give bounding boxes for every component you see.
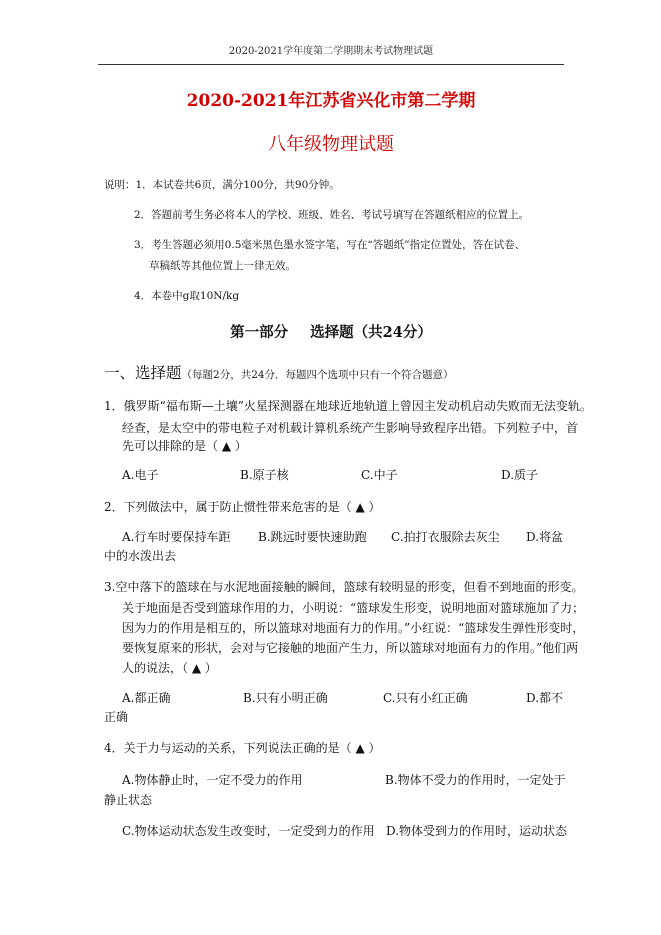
- q4-option-b-cont: 静止状态: [104, 793, 153, 807]
- q3-option-c: C.只有小红正确: [383, 691, 468, 705]
- q1-line-2: 经查，是太空中的带电粒子对机载计算机系统产生影响导致程序出错。下列粒子中，首: [122, 421, 579, 435]
- header-rule: [98, 64, 564, 65]
- section-part-title: 选择题（共24分）: [310, 324, 432, 341]
- q1-option-c: C.中子: [361, 468, 398, 482]
- note-2: 2．答题前考生务必将本人的学校、班级、姓名、考试号填写在答题纸相应的位置上。: [134, 209, 530, 221]
- part-heading: [104, 363, 454, 385]
- q3-line-2: 关于地面是否受到篮球作用的力，小明说：“篮球发生形变，说明地面对篮球施加了力；: [122, 601, 585, 615]
- section-part-label: 第一部分: [230, 324, 289, 341]
- exam-subtitle: 八年级物理试题: [268, 134, 394, 155]
- q4-option-d: D.物体受到力的作用时，运动状态: [386, 824, 568, 838]
- q3-option-d: D.都不: [526, 691, 564, 705]
- q4-option-b: B.物体不受力的作用时，一定处于: [385, 773, 566, 787]
- q1-option-b: B.原子核: [240, 468, 289, 482]
- part-heading-title: 一、选择题: [104, 364, 182, 382]
- q2-line-1: 2．下列做法中，属于防止惯性带来危害的是（ ▲ ）: [104, 500, 381, 514]
- q2-option-a: A.行车时要保持车距: [122, 530, 231, 544]
- q3-line-5: 人的说法，（ ▲ ）: [122, 661, 217, 675]
- note-3-line-1: 3．考生答题必须用0.5毫米黑色墨水签字笔，写在“答题纸”指定位置处，答在试卷、: [134, 239, 526, 251]
- q3-line-3: 因为力的作用是相互的，所以篮球对地面有力的作用。”小红说：“篮球发生弹性形变时，: [122, 621, 585, 635]
- q1-line-1: 1．俄罗斯“福布斯—土壤”火星探测器在地球近地轨道上曾因主发动机启动失败而无法变轨。: [104, 399, 592, 413]
- q2-option-d: D.将盆: [526, 530, 564, 544]
- section-heading: [98, 323, 564, 343]
- q2-option-b: B.跳远时要快速助跑: [258, 530, 367, 544]
- q4-line-1: 4．关于力与运动的关系，下列说法正确的是（ ▲ ）: [104, 741, 381, 755]
- q4-option-c: C.物体运动状态发生改变时，一定受到力的作用: [122, 824, 375, 838]
- q3-option-b: B.只有小明正确: [243, 691, 328, 705]
- note-4: 4．本卷中g取10N/kg: [134, 290, 240, 302]
- q3-line-1: 3.空中落下的篮球在与水泥地面接触的瞬间，篮球有较明显的形变，但看不到地面的形变。: [104, 580, 584, 594]
- note-3-line-2: 草稿纸等其他位置上一律无效。: [149, 260, 296, 272]
- q2-option-d-cont: 中的水泼出去: [104, 549, 177, 563]
- q3-line-4: 要恢复原来的形状，会对与它接触的地面产生力，所以篮球对地面有力的作用。”他们两: [122, 641, 579, 655]
- q1-option-a: A.电子: [122, 468, 159, 482]
- q1-option-d: D.质子: [501, 468, 539, 482]
- part-heading-instructions: （每题2分，共24分．每题四个选项中只有一个符合题意）: [181, 369, 454, 381]
- q4-option-a: A.物体静止时，一定不受力的作用: [122, 773, 303, 787]
- q3-option-d-cont: 正确: [104, 710, 129, 724]
- q1-line-3: 先可以排除的是（ ▲ ）: [122, 439, 247, 453]
- note-1: 说明：1．本试卷共6页，满分100分，共90分钟。: [104, 179, 340, 191]
- q3-option-a: A.都正确: [122, 691, 171, 705]
- exam-title: 2020-2021年江苏省兴化市第二学期: [186, 91, 476, 111]
- q2-option-c: C.拍打衣服除去灰尘: [391, 530, 500, 544]
- running-header: 2020-2021学年度第二学期期末考试物理试题: [228, 46, 434, 57]
